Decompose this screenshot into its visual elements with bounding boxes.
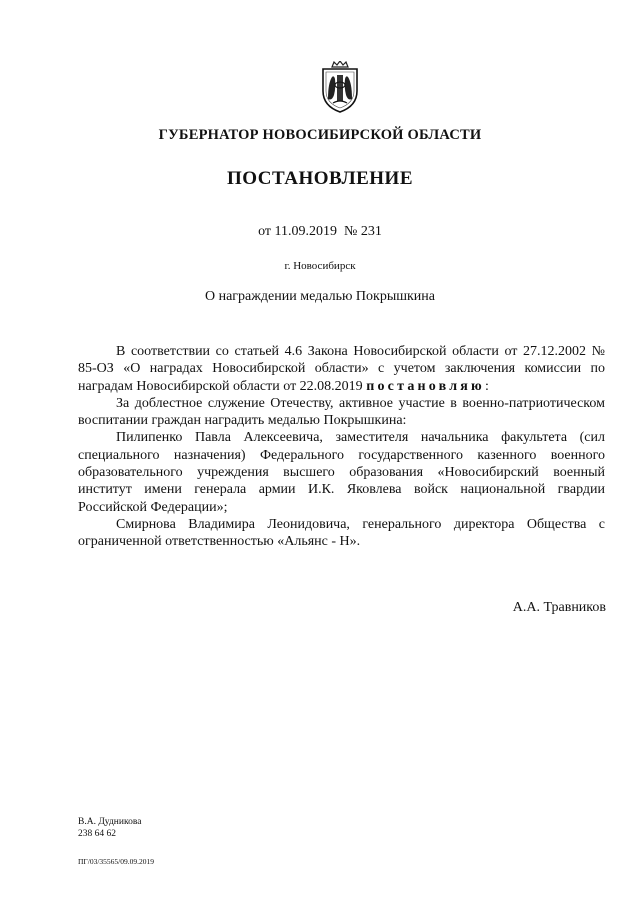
paragraph-awardee-1: Пилипенко Павла Алексеевича, заместителя начальника факультета (сил специального назначения) Федерального государственного казенного военного образовательного учреждения высшего образования «Новосибирский военный институт имени генерала армии И.К. Яковлева войск национальной гвардии Российской Федерации»; [78,430,605,515]
city-line: г. Новосибирск [284,260,356,272]
document-subject: О награждении медалью Покрышкина [204,289,436,304]
coat-of-arms-emblem [318,61,362,113]
executor-name: В.А. Дудникова [78,817,142,827]
decree-word: постановляю [366,378,485,394]
date-number-line: от 11.09.2019 № 231 [258,224,382,239]
executor-phone: 238 64 62 [78,829,116,839]
decree-colon: : [484,378,489,394]
governor-signature: А.А. Травников [512,600,606,615]
registration-number: ПГ/03/35565/09.09.2019 [78,857,155,866]
paragraph-legal-basis [78,343,605,395]
executor-block [78,816,141,840]
document-body [78,343,605,551]
authority-title: ГУБЕРНАТОР НОВОСИБИРСКОЙ ОБЛАСТИ [158,127,482,143]
paragraph-awardee-2: Смирнова Владимира Леонидовича, генерального директора Общества с ограниченной ответственностью «Альянс - Н». [78,516,605,550]
legal-basis-text: В соответствии со статьей 4.6 Закона Новосибирской области от 27.12.2002 № 85-ОЗ «О наградах Новосибирской области» с учетом заключения комиссии по наградам Новосибирской области от 22.08.2019 [78,344,605,394]
paragraph-award-reason: За доблестное служение Отечеству, активное участие в военно-патриотическом воспитании граждан наградить медалью Покрышкина: [78,395,605,429]
document-type: ПОСТАНОВЛЕНИЕ [226,168,414,189]
